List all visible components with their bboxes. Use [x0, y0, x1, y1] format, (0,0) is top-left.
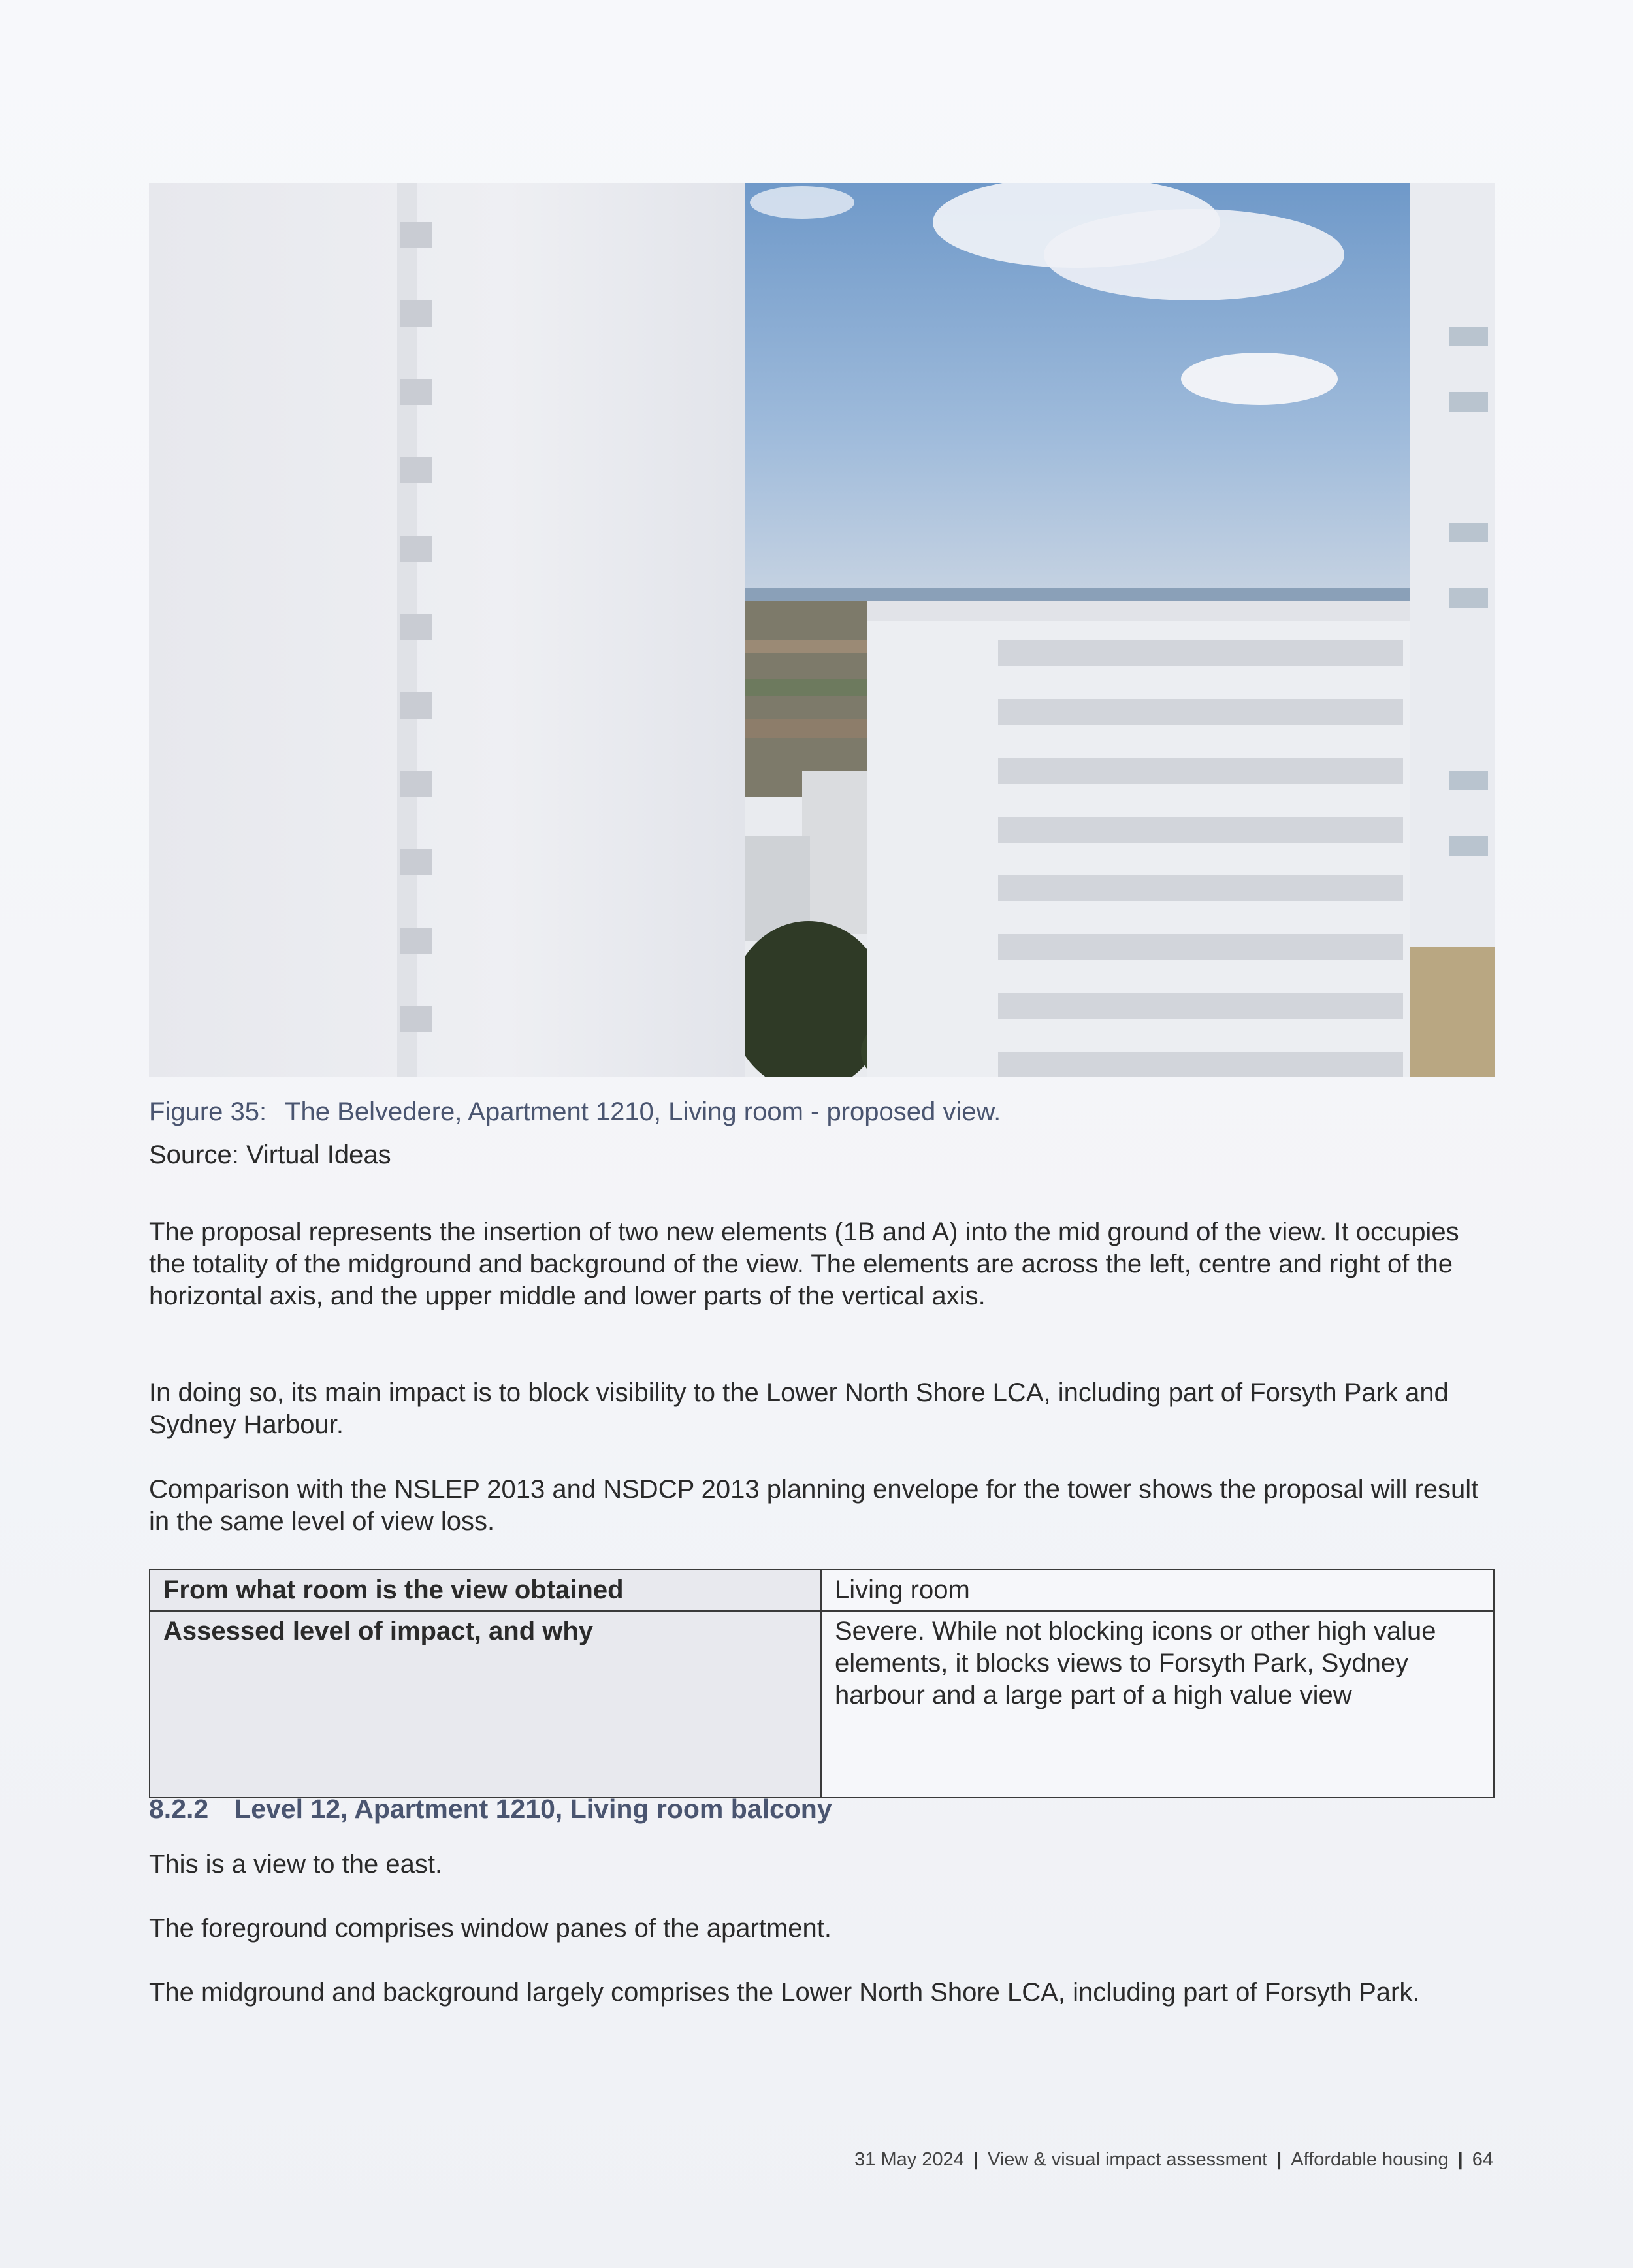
footer-project: Affordable housing	[1291, 2149, 1449, 2170]
body-paragraph: In doing so, its main impact is to block visibility to the Lower North Shore LCA, including part of Forsyth Park and Sydney Harbour.	[149, 1378, 1449, 1439]
section-paragraph: The foreground comprises window panes of the apartment.	[149, 1914, 832, 1943]
table-key-cell: From what room is the view obtained	[150, 1570, 821, 1611]
proposed-view-photo	[149, 183, 1495, 1077]
page-number: 64	[1472, 2149, 1493, 2170]
section-paragraph: The midground and background largely comprises the Lower North Shore LCA, including part of Forsyth Park.	[149, 1978, 1420, 2007]
photo-render	[149, 183, 1495, 1077]
footer-document: View & visual impact assessment	[987, 2149, 1268, 2170]
figure-caption	[149, 1097, 1001, 1127]
section-title: Level 12, Apartment 1210, Living room balcony	[234, 1794, 832, 1824]
table-value-cell: Severe. While not blocking icons or other high value elements, it blocks views to Forsyth Park, Sydney harbour and a large part of a high value view	[821, 1611, 1494, 1798]
table-row	[150, 1570, 1494, 1611]
body-paragraph: The proposal represents the insertion of two new elements (1B and A) into the mid ground of the view. It occupies the totality of the midground and background of the view. The elements are across the left, centre and right of the horizontal axis, and the upper middle and lower parts of the vertical axis.	[149, 1218, 1459, 1310]
table-key-cell: Assessed level of impact, and why	[150, 1611, 821, 1798]
figure-number: Figure 35:	[149, 1097, 267, 1126]
section-number: 8.2.2	[149, 1794, 209, 1824]
section-heading	[149, 1794, 832, 1824]
footer-date: 31 May 2024	[854, 2149, 964, 2170]
table-value-cell: Living room	[821, 1570, 1494, 1611]
body-paragraph: Comparison with the NSLEP 2013 and NSDCP 2013 planning envelope for the tower shows the proposal will result in the same level of view loss.	[149, 1475, 1479, 1536]
figure-source: Source: Virtual Ideas	[149, 1141, 391, 1169]
section-paragraph: This is a view to the east.	[149, 1850, 443, 1879]
page-footer: 31 May 2024 | View & visual impact assessment | Affordable housing | 64	[854, 2149, 1493, 2170]
figure-title: The Belvedere, Apartment 1210, Living room - proposed view.	[285, 1097, 1001, 1126]
table-row	[150, 1611, 1494, 1798]
impact-table	[149, 1569, 1495, 1798]
